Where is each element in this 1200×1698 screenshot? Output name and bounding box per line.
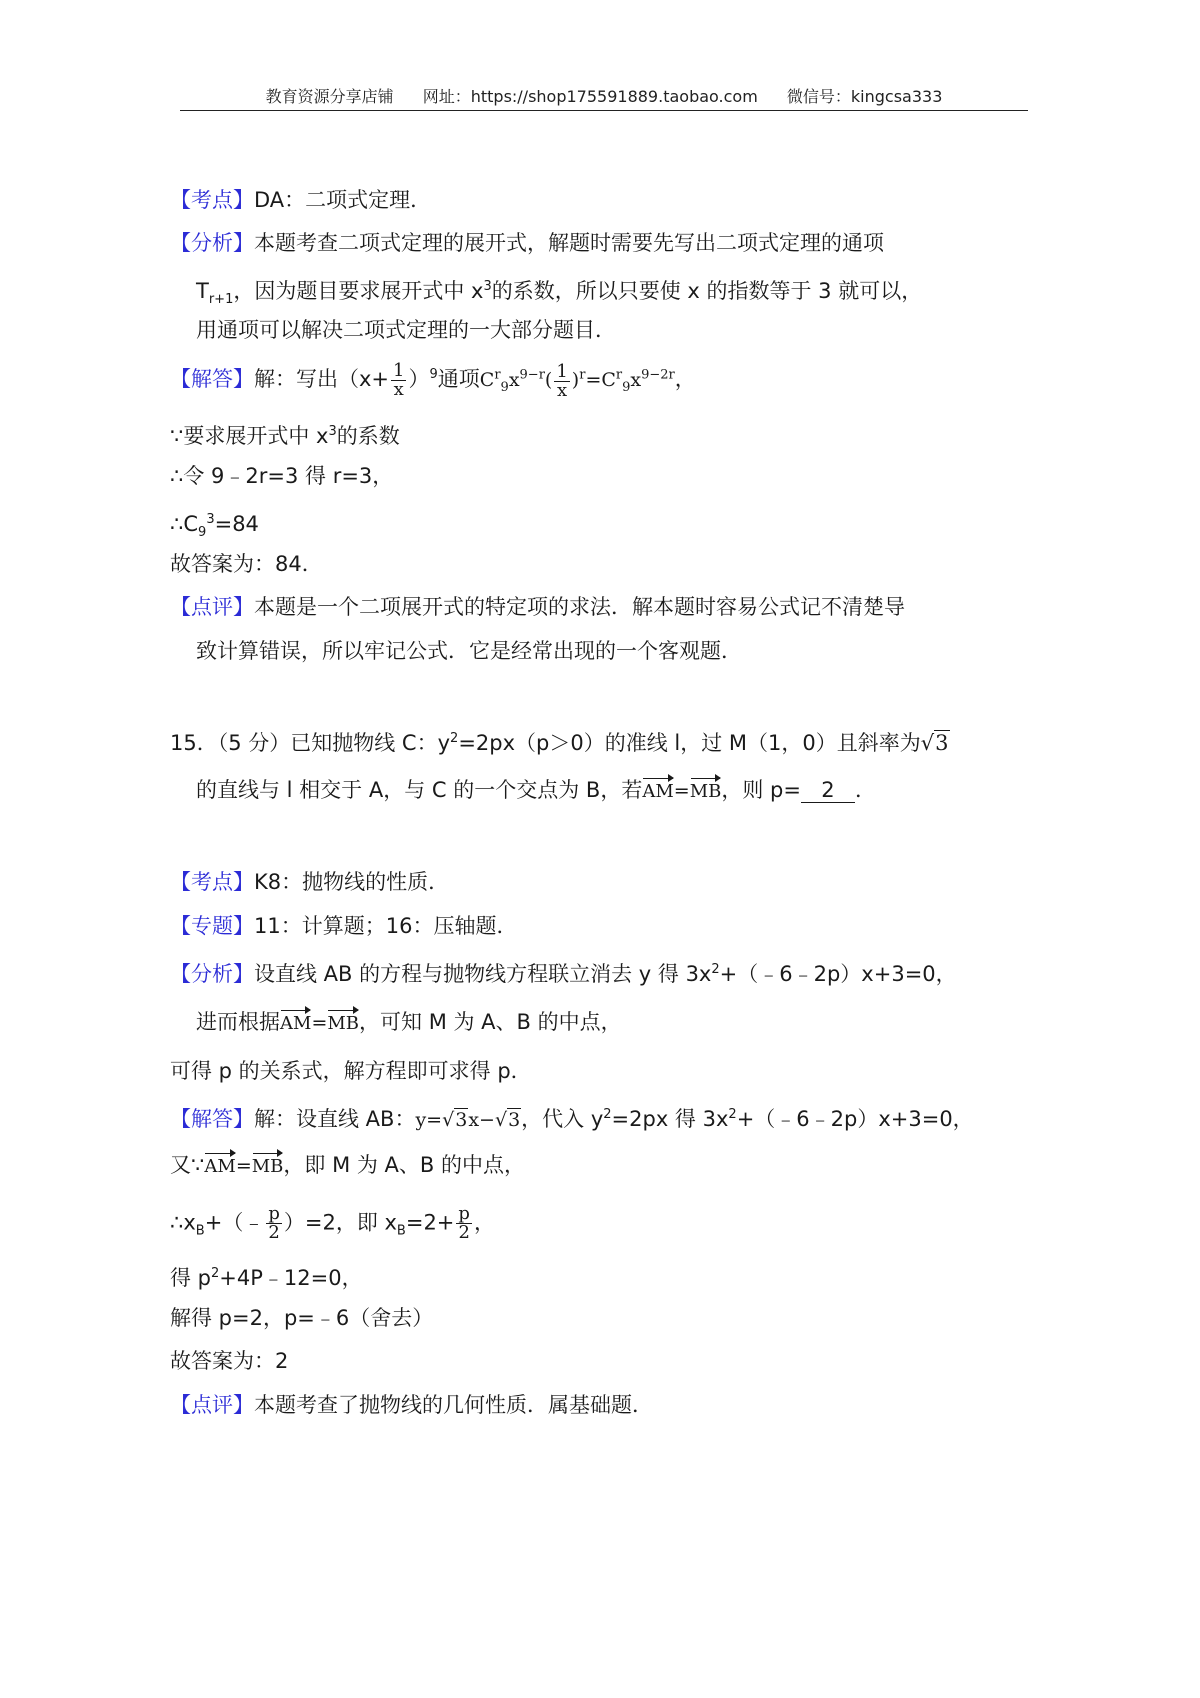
dianping-text: 本题是一个二项展开式的特定项的求法．解本题时容易公式记不清楚导 [254, 595, 905, 619]
q15-jieda-line2 [170, 1150, 525, 1182]
fenxi-text: ，可知 M 为 A、B 的中点， [359, 1010, 622, 1034]
q14-kaodian [170, 185, 431, 215]
q14-step-3 [170, 505, 259, 548]
jieda-tag: 【解答】 [170, 1107, 254, 1131]
fraction-1-over-x [554, 360, 569, 401]
fenxi-text: 用通项可以解决二项式定理的一大部分题目． [196, 318, 616, 342]
paren: ) [571, 369, 580, 391]
punct: ， [674, 367, 696, 391]
step-text: ∴令 9﹣2r=3 得 r=3， [170, 464, 394, 488]
stem-text: 的直线与 l 相交于 A，与 C 的一个交点为 B，若 [196, 778, 643, 802]
fenxi-tag: 【分析】 [170, 231, 254, 255]
jieda-text: ∴x [170, 1210, 196, 1235]
subscript: B [396, 1223, 406, 1239]
denominator: x [556, 379, 568, 401]
line-equation [415, 1109, 521, 1131]
c-sup: r [494, 367, 501, 383]
vector-mb: MB [327, 1009, 359, 1039]
numerator: 1 [556, 360, 568, 382]
q14-fenxi-line3 [196, 315, 616, 345]
q15-fenxi-line1 [170, 955, 957, 989]
step-text: ∵要求展开式中 x [170, 424, 329, 448]
q15-fenxi-line3 [170, 1056, 532, 1086]
jieda-text: =2px 得 3x [611, 1107, 729, 1131]
dianping-tag: 【点评】 [170, 595, 254, 619]
jieda-text: =2+ [405, 1210, 455, 1235]
fenxi-text: 可得 p 的关系式，解方程即可求得 p． [170, 1059, 532, 1083]
numerator: 1 [393, 359, 405, 381]
exponent: 2 [728, 1107, 737, 1122]
q15-jieda-line3 [170, 1205, 495, 1247]
jieda-text: +（﹣6﹣2p）x+3=0， [736, 1107, 974, 1131]
shop-name: 教育资源分享店铺 [265, 87, 394, 106]
wechat-id: 微信号：kingcsa333 [786, 87, 943, 106]
kaodian-text: K8：抛物线的性质． [254, 870, 450, 894]
x-exponent: 9−r [519, 367, 545, 383]
denominator: x [393, 378, 404, 400]
dianping-text: 本题考查了抛物线的几何性质．属基础题． [254, 1393, 653, 1417]
general-term [479, 360, 675, 401]
fenxi-text: 的系数，所以只要使 x 的指数等于 3 就可以， [491, 279, 923, 303]
jieda-text: 得 p [170, 1266, 212, 1290]
q14-dianping-line2 [196, 636, 742, 666]
exponent: 3 [206, 512, 215, 527]
jieda-text: ）=2，即 x [283, 1210, 397, 1235]
q14-step-2 [170, 461, 393, 491]
subscript: B [195, 1223, 205, 1239]
q14-answer [170, 549, 323, 579]
jieda-text: 解：设直线 AB： [254, 1107, 416, 1131]
exponent: 3 [483, 279, 492, 294]
radicand: 3 [455, 1109, 468, 1131]
exponent: r [579, 367, 586, 383]
q15-kaodian [170, 867, 449, 897]
fraction-p-over-2 [456, 1205, 472, 1242]
stem-text: =2px（p＞0）的准线 l，过 M（1，0）且斜率为 [458, 731, 921, 755]
x-exponent: 9−2r [641, 367, 675, 383]
q15-stem-line2 [196, 775, 876, 807]
x-symbol: x [508, 369, 520, 391]
fenxi-text: 进而根据 [196, 1010, 280, 1034]
q15-jieda-line1 [170, 1100, 974, 1135]
exponent: 2 [603, 1107, 612, 1122]
fenxi-text: 本题考查二项式定理的展开式，解题时需要先写出二项式定理的通项 [254, 231, 884, 255]
q14-fenxi-line2 [196, 272, 922, 315]
dianping-text: 致计算错误，所以牢记公式．它是经常出现的一个客观题． [196, 639, 742, 663]
stem-text: 15．（5 分）已知抛物线 C：y [170, 731, 451, 755]
q15-stem-line1 [170, 724, 950, 758]
exponent: 2 [211, 1266, 220, 1281]
paren: ） [408, 367, 430, 391]
fenxi-text: 设直线 AB 的方程与抛物线方程联立消去 y 得 3x [254, 962, 712, 986]
stem-text: ，则 p= [721, 778, 801, 802]
eq-text: x− [468, 1109, 495, 1131]
q14-fenxi-line1 [170, 228, 884, 258]
radicand: 3 [935, 731, 949, 755]
punct: ． [854, 778, 876, 802]
jieda-text: 通项 [437, 367, 480, 391]
x-symbol: x [630, 369, 642, 391]
fenxi-tag: 【分析】 [170, 962, 254, 986]
exponent: 2 [711, 962, 720, 977]
sqrt-symbol: √3 [494, 1109, 521, 1131]
jieda-tag: 【解答】 [170, 367, 254, 391]
jieda-text: +4P﹣12=0， [219, 1266, 363, 1290]
exponent: 3 [328, 424, 337, 439]
zhuanti-tag: 【专题】 [170, 914, 254, 938]
q15-fenxi-line2 [196, 1007, 622, 1039]
vector-am: AM [204, 1152, 235, 1182]
step-text: ∴C [170, 512, 199, 536]
t-symbol: T [196, 279, 209, 303]
paren: ( [544, 369, 553, 391]
c-symbol: =C [585, 369, 616, 391]
sqrt-symbol: √3 [920, 731, 949, 755]
step-text: =84 [214, 512, 259, 536]
page-header [180, 84, 1028, 107]
denominator: 2 [268, 1222, 280, 1243]
jieda-text: 又∵ [170, 1153, 205, 1177]
numerator: p [268, 1203, 280, 1224]
q14-jieda-line [170, 360, 696, 403]
jieda-text: ，即 M 为 A、B 的中点， [283, 1153, 525, 1177]
vector-am: AM [642, 777, 673, 807]
equals: = [235, 1155, 252, 1177]
c-sub: 9 [622, 379, 631, 395]
q14-dianping-line1 [170, 592, 905, 622]
fraction-p-over-2 [266, 1205, 282, 1242]
q15-zhuanti [170, 911, 517, 941]
kaodian-text: DA：二项式定理． [254, 188, 432, 212]
t-subscript: r+1 [208, 292, 234, 308]
dianping-tag: 【点评】 [170, 1393, 254, 1417]
fraction-1-over-x [391, 359, 406, 400]
jieda-text: +（﹣ [204, 1210, 265, 1235]
jieda-text: 解：写出（x+ [254, 367, 390, 391]
vector-mb: MB [252, 1152, 284, 1182]
radicand: 3 [508, 1109, 521, 1131]
q15-answer [170, 1346, 288, 1376]
c-sub: 9 [500, 379, 509, 395]
denominator: 2 [458, 1222, 470, 1243]
jieda-text: ，代入 y [521, 1107, 604, 1131]
q15-jieda-line4 [170, 1259, 363, 1293]
shop-url: 网址：https://shop175591889.taobao.com [422, 87, 758, 106]
fenxi-text: ，因为题目要求展开式中 x [233, 279, 484, 303]
equals: = [311, 1012, 328, 1034]
header-divider [180, 110, 1028, 111]
vector-am: AM [280, 1009, 311, 1039]
kaodian-tag: 【考点】 [170, 870, 254, 894]
c-symbol: C [479, 369, 495, 391]
eq-text: y= [415, 1109, 443, 1131]
kaodian-tag: 【考点】 [170, 188, 254, 212]
q15-jieda-line5 [170, 1303, 433, 1333]
numerator: p [458, 1203, 470, 1224]
answer-text: 故答案为：84． [170, 552, 323, 576]
fenxi-text: +（﹣6﹣2p）x+3=0， [719, 962, 957, 986]
answer-text: 故答案为：2 [170, 1349, 289, 1373]
exponent: 2 [450, 731, 459, 746]
q14-step-1 [170, 417, 400, 451]
answer-blank: 2 [801, 778, 855, 803]
step-text: 的系数 [336, 424, 400, 448]
q15-dianping [170, 1390, 653, 1420]
vector-mb: MB [690, 777, 722, 807]
c-sup: r [615, 367, 623, 383]
zhuanti-text: 11：计算题；16：压轴题． [254, 914, 518, 938]
jieda-text: 解得 p=2，p=﹣6（舍去） [170, 1306, 434, 1330]
exponent: 9 [429, 367, 438, 382]
equals: = [673, 780, 690, 802]
sqrt-symbol: √3 [442, 1109, 468, 1131]
punct: ， [473, 1210, 495, 1235]
subscript: 9 [198, 525, 207, 541]
